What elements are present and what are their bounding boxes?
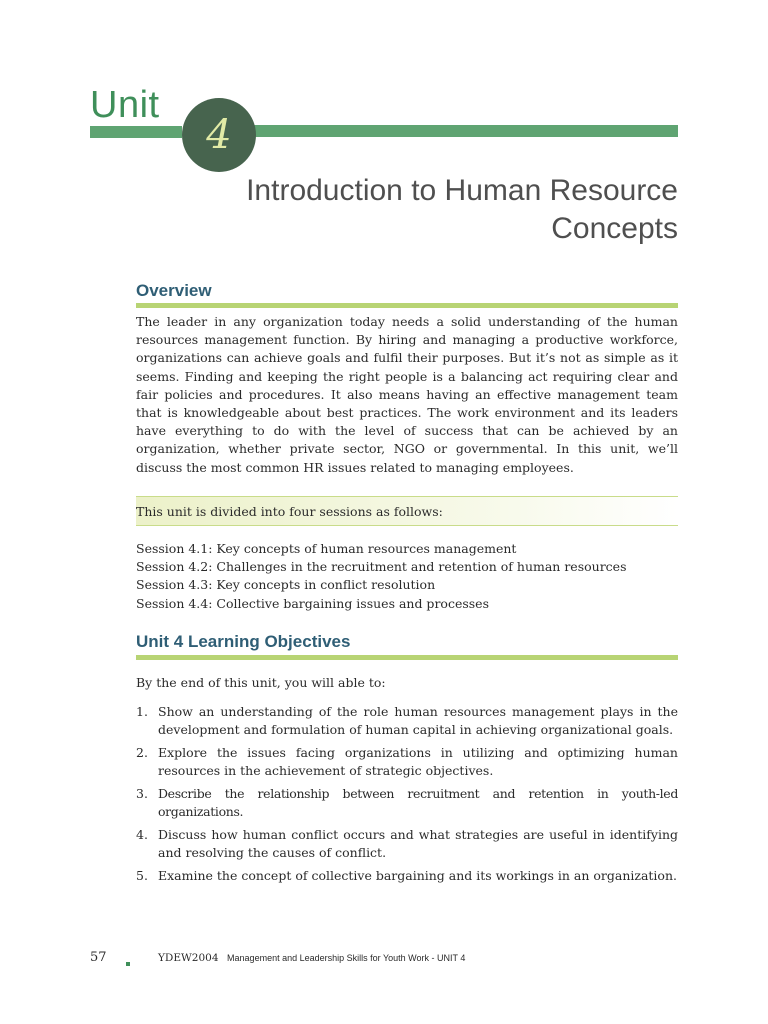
sessions-callout: [136, 496, 678, 526]
objective-item: [136, 826, 678, 862]
objective-text: Show an understanding of the role human resources management plays in the development and formulation of human capital in achieving organizational goals.: [158, 704, 678, 737]
objectives-list: [136, 703, 678, 890]
footer-running-head: [158, 952, 465, 964]
footer-course-code: YDEW2004: [158, 952, 219, 964]
objective-item: [136, 867, 678, 885]
unit-rule-right: [250, 125, 678, 137]
page-title-line1: Introduction to Human Resource: [246, 174, 678, 207]
objective-item: [136, 744, 678, 780]
session-item: Session 4.4: Collective bargaining issues and processes: [136, 595, 489, 611]
footer-marker: [126, 962, 130, 966]
sessions-intro: This unit is divided into four sessions as follows:: [136, 504, 443, 519]
objectives-heading-bar: [136, 655, 678, 660]
objective-number: 5.: [136, 868, 148, 883]
objective-item: [136, 785, 678, 821]
objective-text: Describe the relationship between recruitment and retention in youth-led organizations.: [158, 786, 678, 819]
overview-text: The leader in any organization today needs a solid understanding of the human resources management function. By hiring and managing a productive workforce, organizations can achieve goals and fulfil their purposes. But it’s not as simple as it seems. Finding and keeping the right people is a balancing act requiring clear and fair policies and procedures. It also means having an effective management team that is knowledgeable about best practices. The work environment and its leaders have everything to do with the level of success that can be achieved by an organization, whether private sector, NGO or governmental. In this unit, we’ll discuss the most common HR issues related to managing employees.: [136, 314, 678, 475]
page-title-line2: Concepts: [551, 212, 678, 245]
overview-heading: Overview: [136, 281, 212, 300]
objective-text: Examine the concept of collective bargaining and its workings in an organization.: [158, 868, 677, 883]
objective-text: Explore the issues facing organizations in utilizing and optimizing human resources in the achievement of strategic objectives.: [158, 745, 678, 778]
objective-text: Discuss how human conflict occurs and what strategies are useful in identifying and resolving the causes of conflict.: [158, 827, 678, 860]
objectives-intro: By the end of this unit, you will able to:: [136, 675, 386, 690]
page-title: [158, 172, 678, 248]
footer-course-title: Management and Leadership Skills for Youth Work - UNIT 4: [227, 953, 466, 963]
overview-heading-bar: [136, 303, 678, 308]
objective-item: [136, 703, 678, 739]
objectives-heading: Unit 4 Learning Objectives: [136, 632, 351, 651]
session-item: Session 4.2: Challenges in the recruitment and retention of human resources: [136, 559, 627, 575]
objective-number: 3.: [136, 786, 148, 801]
session-item: Session 4.1: Key concepts of human resources management: [136, 541, 517, 556]
objective-number: 1.: [136, 704, 148, 719]
unit-number-badge: [182, 98, 256, 172]
sessions-list: [136, 540, 678, 613]
objective-number: 2.: [136, 745, 148, 760]
objective-number: 4.: [136, 827, 148, 842]
unit-rule-left: [90, 126, 182, 138]
session-item: Session 4.3: Key concepts in conflict resolution: [136, 577, 436, 593]
unit-label: Unit: [90, 84, 160, 126]
unit-number: 4: [206, 112, 232, 158]
footer-page-number: 57: [90, 950, 107, 965]
